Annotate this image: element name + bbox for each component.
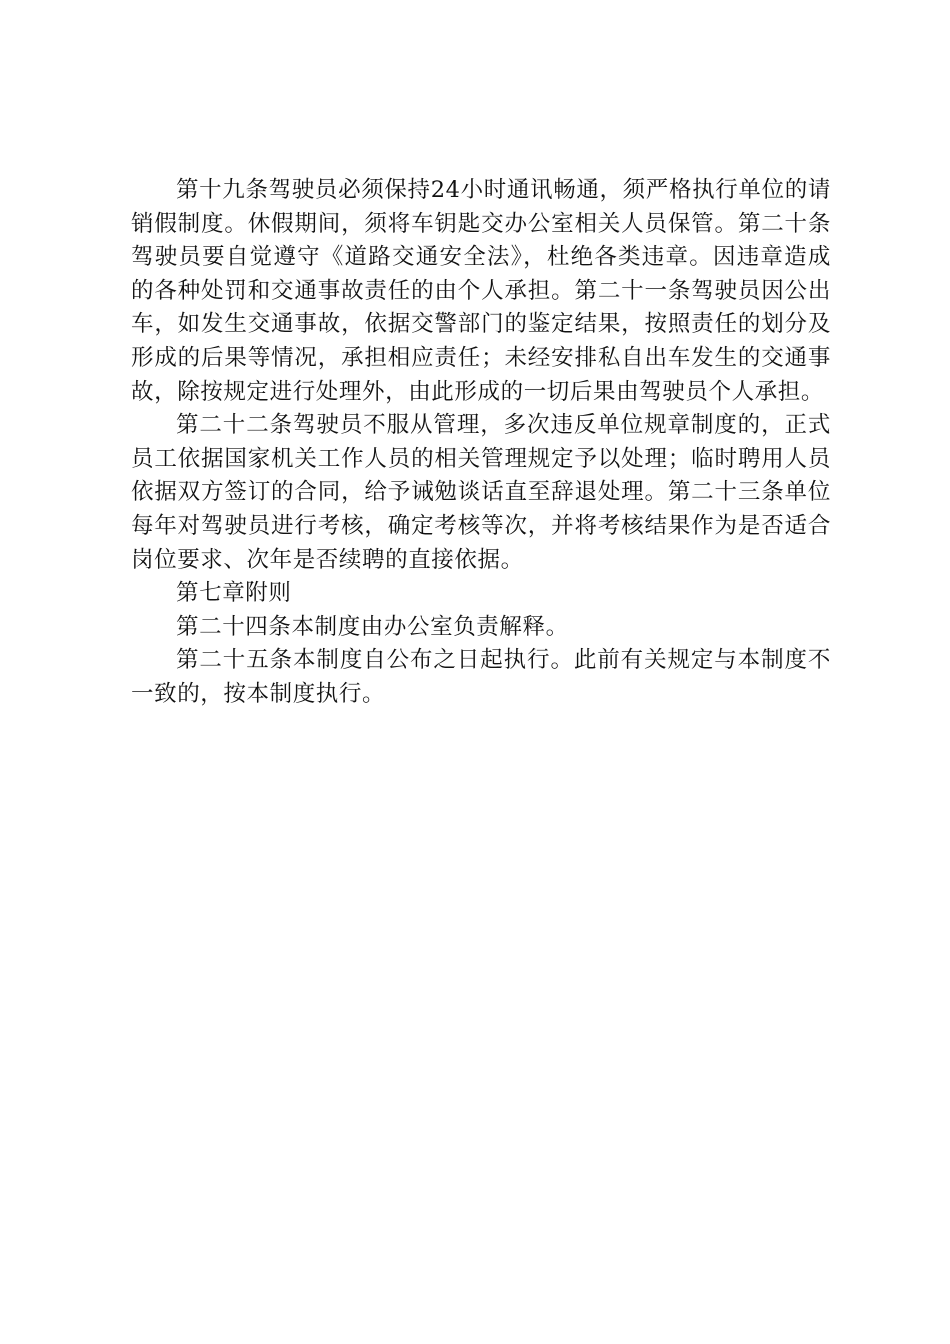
document-body: [131, 174, 831, 712]
chapter-heading-supplementary: 第七章附则: [176, 580, 292, 607]
paragraph-articles-19-21: 第十九条驾驶员必须保持24小时通讯畅通，须严格执行单位的请销假制度。休假期间，须将车钥匙交办公室相关人员保管。第二十条驾驶员要自觉遵守《道路交通安全法》，杜绝各类违章。因违章造成的各种处罚和交通事故责任的由个人承担。第二十一条驾驶员因公出车，如发生交通事故，依据交警部门的鉴定结果，按照责任的划分及形成的后果等情况，承担相应责任；未经安排私自出车发生的交通事故，除按规定进行处理外，由此形成的一切后果由驾驶员个人承担。: [131, 177, 831, 405]
paragraph-article-24: 第二十四条本制度由办公室负责解释。: [176, 613, 569, 640]
paragraph-articles-22-23: 第二十二条驾驶员不服从管理，多次违反单位规章制度的，正式员工依据国家机关工作人员的相关管理规定予以处理；临时聘用人员依据双方签订的合同，给予诫勉谈话直至辞退处理。第二十三条单位每年对驾驶员进行考核，确定考核等次，并将考核结果作为是否适合岗位要求、次年是否续聘的直接依据。: [131, 412, 831, 573]
paragraph-article-25: 第二十五条本制度自公布之日起执行。此前有关规定与本制度不一致的，按本制度执行。: [131, 647, 831, 707]
